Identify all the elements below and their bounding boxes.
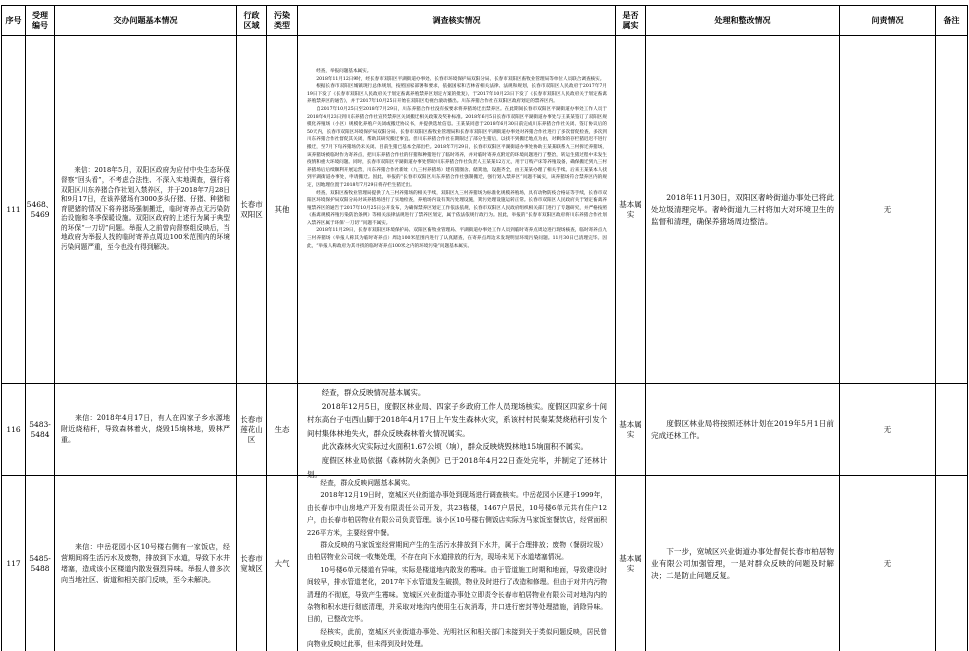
table-row-district: 长春市宽城区 bbox=[240, 553, 263, 573]
table-row-accountability: 无 bbox=[883, 558, 892, 568]
table-row-case-no: 5483-5484 bbox=[29, 419, 51, 439]
table-row-problem: 来信：2018年4月17日，有人在四家子乡水源地附近烧秸秆，导致森林着火，烧毁15垧林地，毁林严重。 bbox=[61, 414, 230, 444]
table-row-investigation bbox=[298, 477, 615, 651]
investigation-paragraph: 群众反映的马家饭室经营期间产生的生活污水排放到下水井，属于合理排放；废物（餐厨垃圾）由柏居物业公司统一收集处理，不存在向下水道排放的行为，现场未见下水道堵塞情况。 bbox=[307, 541, 607, 562]
table-row-pollution-type: 大气 bbox=[274, 558, 290, 568]
table-row-problem: 来信：2018年5月，双阳区政府为应付中央生态环保督察“回头看”，不考虑合法性、不深入实地调查，强行将双阳区川东养猪合作社划入禁养区，并于2018年7月28日和9月17日，在该养猪场有3000多头仔猪、仔猪、种猪和育肥猪的情况下将养猪场强制搬迁，临时寄养点无污染防治设施和冬季保暖设施。双阳区政府的上述行为属于典型的环保“一刀切”问题。举报人之前曾向督察组反映后，当地政府为举报人找的临时寄养点周边100米范围内的环境污染问题严重，至今也没有得到解决。 bbox=[61, 166, 230, 252]
table-row-district: 长春市双阳区 bbox=[240, 199, 263, 219]
table-row-index: 117 bbox=[6, 558, 21, 568]
table-row-remarks bbox=[936, 36, 967, 383]
column-rule bbox=[967, 5, 968, 651]
table-row-handling: 度假区林业局将按照还林计划在2019年5月1日前完成还林工作。 bbox=[651, 418, 834, 440]
header-district: 行政区域 bbox=[243, 10, 260, 30]
table-row-problem: 来信：中岳花园小区10号楼右侧有一家饭店，经营期间将生活污水及废物，排放到下水道，导致下水井堵塞，造成该小区楼道内散发强烈异味。举报人曾多次向当地社区、街道和相关部门反映，至今未解决。 bbox=[61, 542, 230, 584]
table-row-handling: 下一步，宽城区兴业街道办事处督促长春市柏居物业有限公司加强管理，一是对群众反映的问题及时解决；二是防止问题反复。 bbox=[651, 546, 834, 580]
investigation-paragraph: 根据长春市双阳区城镇现行总体规划，按照国家部署和要求，依据国家和吉林省相关法律、法规和规划，长春市双阳区人民政府于2017年7月19日下发了《长春市双阳区人民政府关于划定畜禽养殖禁养区划定方案的批复》，于2017年10月23日下发了《长春市双阳区人民政府关于划定畜禽养殖禁养区的通告》，并于2017年10月25日开始在双阳区电视台滚动播出。川东养猪合作社在双阳区政府划定的禁养区内。 bbox=[307, 84, 607, 105]
investigation-paragraph: 2018年12月5日，度假区林业局、四家子乡政府工作人员现场核实。度假区四家乡十间村东高台子屯西山脚于2018年4月17日上午发生森林火灾，系该村村民秦某焚烧秸秆引发个间村集体林地失火，群众反映森林着火情况属实。 bbox=[307, 401, 607, 438]
table-row-remarks bbox=[936, 384, 967, 475]
table-row-case-no: 5468、5469 bbox=[26, 199, 54, 219]
table-row-verified: 基本属实 bbox=[619, 419, 642, 439]
investigation-paragraph: 2018年11月12日9时，经长春市双阳区平湖街道办事处、长春市环境保护局双阳分局、长春市双阳区畜牧业管理局等单位人员联合调查核实。 bbox=[316, 76, 605, 82]
table-row-accountability: 无 bbox=[883, 204, 892, 214]
header-accountability: 问责情况 bbox=[871, 15, 904, 25]
investigation-paragraph: 经查，群众反映问题基本属实。 bbox=[320, 479, 415, 487]
investigation-paragraph: 度假区林业局依据《森林防火条例》已于2018年4月22日查处完毕，并制定了还林计划。 bbox=[307, 455, 607, 479]
header-problem: 交办问题基本情况 bbox=[113, 15, 178, 25]
header-case-no: 受理编号 bbox=[32, 10, 48, 30]
investigation-paragraph: 10号楼6单元楼道有异味，实际是楼道地内散发的霉味。由于管道施工时期和地面，导致建设时间较早，排水管道老化，2017年下水管道发生破损，物业及时进行了改造和修理。但由于对井内污物清理的不彻底，导致产生霉味。宽城区兴业街道办事处立即责令长春市柏居物业有限公司对地沟内的杂物和积水进行彻底清理，并采取对地沟内使用生石灰消毒，井口进行密封等处理措施，消除异味。目前，已整改完毕。 bbox=[307, 565, 607, 624]
investigation-paragraph: 2018年11月29日，长春市双阳区环境保护局、双阳区畜牧业管理局、平湖街道办事处工作人员到临时寄养点周边进行现场核查，临时寄养点九三村养猪场（举报人称其为临时寄养点）周边100米范围内进行了认真踏查，在寄养点周边未发现明显环境污染问题。11月30日已清理完毕。因此，“举报人称政府为其寻找的临时寄养点100米之内的环境污染”问题基本属实。 bbox=[307, 228, 607, 249]
table-row-accountability: 无 bbox=[883, 424, 892, 434]
investigation-paragraph: 此次森林火灾实际过火面积1.67公顷（垧），群众反映烧毁林地15垧面积不属实。 bbox=[321, 442, 588, 452]
table-row-district: 长春市莲花山区 bbox=[240, 414, 263, 444]
header-investigation: 调查核实情况 bbox=[432, 15, 481, 25]
header-remarks: 备注 bbox=[943, 15, 960, 25]
header-handling: 处理和整改情况 bbox=[714, 15, 771, 25]
table-row-investigation bbox=[298, 386, 615, 479]
investigation-paragraph: 经查，群众反映情况基本属实。 bbox=[321, 388, 426, 397]
table-row-handling: 2018年11月30日，双阳区奢岭街道办事处已将此处垃圾清理完毕。奢岭街道九三村将加大对环境卫生的监督和清理，确保养猪场周边整洁。 bbox=[651, 192, 834, 226]
table-row-verified: 基本属实 bbox=[619, 553, 642, 573]
header-pollution-type: 污染类型 bbox=[274, 10, 290, 30]
investigation-paragraph: 经查，举报问题基本属实。 bbox=[316, 69, 372, 74]
investigation-paragraph: 自2017年10月25日至2018年7月29日，川东养猪合作社没有按要求将养猪场迁出禁养区。在此期间长春市双阳区平湖街道办事处工作人员于2018年4月23日到川东养猪合作社宣传禁养区关闭搬迁相关政策及奖补标准。2018年6月5日长春市双阳区平湖街道办事处与王某某签订了双阳区规模化养殖场（小区）规模化养殖户关闭或搬迁协议书，并提供选址信息。王某某同意于2018年6月30日前完成川东养猪合作社关闭、签订协议后的50天内，长春市双阳区环境保护局双阳分局、长春市双阳区畜牧业管理局和长春市双阳区平湖街道办事处对养猪合作社进行了多次督促检查，多次到川东养猪合作社督促其关闭，帮助其研究搬迁事宜。但川东养猪合作社在期限过了部分生猪后，以找不到搬迁地点为由，对剩余的存栏猪迟迟不进行搬迁，至7月下旬养猪场仍未关闭。目前生猪已基本全部出栏。2018年7月29日，长春市双阳区平湖街道办事处协助王某某联系九三村拆迁养猪场，该养猪场被临时作为寄养点，把川东养猪合作社的仔猪和种猪进行了临时寄养，并对临时寄养点附近的环境问题进行了整治，转运生猪过程中未发生疫情和重大环境问题。同时，长春市双阳区平湖街道办事处帮助川东养猪合作社负责人王某某12万元，用于订购产床等养殖设备，确保搬迁到九三村养猪场后后续顺利开展运营，川东养猪合作社新址（九三村养猪场）建有猪圈舍、储粪池，设施齐全，由王某某办理了相关手续。后来王某某本人找到平湖街道办事处，申请搬迁。因此，举报的“长春市双阳区川东养猪合作社强制搬迁，强行划入禁养区”问题不属实，该养猪场符合禁养区内的规定，因地理位置于2018年7月29日将存栏生猪迁出。 bbox=[307, 106, 607, 188]
table-row-verified: 基本属实 bbox=[619, 199, 642, 219]
header-index: 序号 bbox=[5, 15, 22, 25]
table-row-pollution-type: 其他 bbox=[274, 204, 290, 214]
header-verified: 是否属实 bbox=[622, 10, 639, 30]
investigation-paragraph: 经查，双阳区畜牧业管理局提供了九三村养猪场的相关手续，双阳区九三村养猪场为标准化规模养殖场，具有动物防疫合格证等手续，长春市双阳区环境保护局双阳分局对该养猪场进行了实地检查，养殖场内设有粪污处理设施，粪污处理设施运转正常。长春市双阳区人民政府关于划定畜禽养殖禁养区的通告于2017年10月25日公开发布，为确保禁养区划定工作依法依规，长春市双阳区人民政府组织相关部门进行了专题研究，并严格按照《畜禽规模养殖污染防治条例》等相关法律法规进行了禁养区划定，属于依法依规行政行为。因此，举报的“长春市双阳区政府将川东养猪合作社划入禁养区属于环保‘一刀切’”问题不属实。 bbox=[307, 190, 607, 226]
investigation-paragraph: 经核实，此前，宽城区兴业街道办事处、光明社区和相关部门未接到关于类似问题反映，居民曾向物业反映过此事，但未得到及时处理。 bbox=[307, 627, 607, 649]
table-row-index: 116 bbox=[6, 424, 21, 434]
investigation-paragraph: 2018年12月19日时，宽城区兴业街道办事处到现场进行调查核实。中岳花园小区建于1999年，由长春市中山房地产开发有限责任公司开发，共23栋楼，1467户居民，10号楼6单元共有住户12户，由长春市柏居物业有限公司负责管理。该小区10号楼右侧饭店实际为马家饭室餐饮店，经营面积226平方米，主要经营中餐。 bbox=[307, 491, 607, 537]
table-row-remarks bbox=[936, 476, 967, 651]
table-row-index: 111 bbox=[6, 204, 21, 214]
table-row-case-no: 5485-5488 bbox=[29, 553, 51, 573]
table-row-pollution-type: 生态 bbox=[274, 424, 290, 434]
table-row-investigation bbox=[298, 68, 615, 382]
